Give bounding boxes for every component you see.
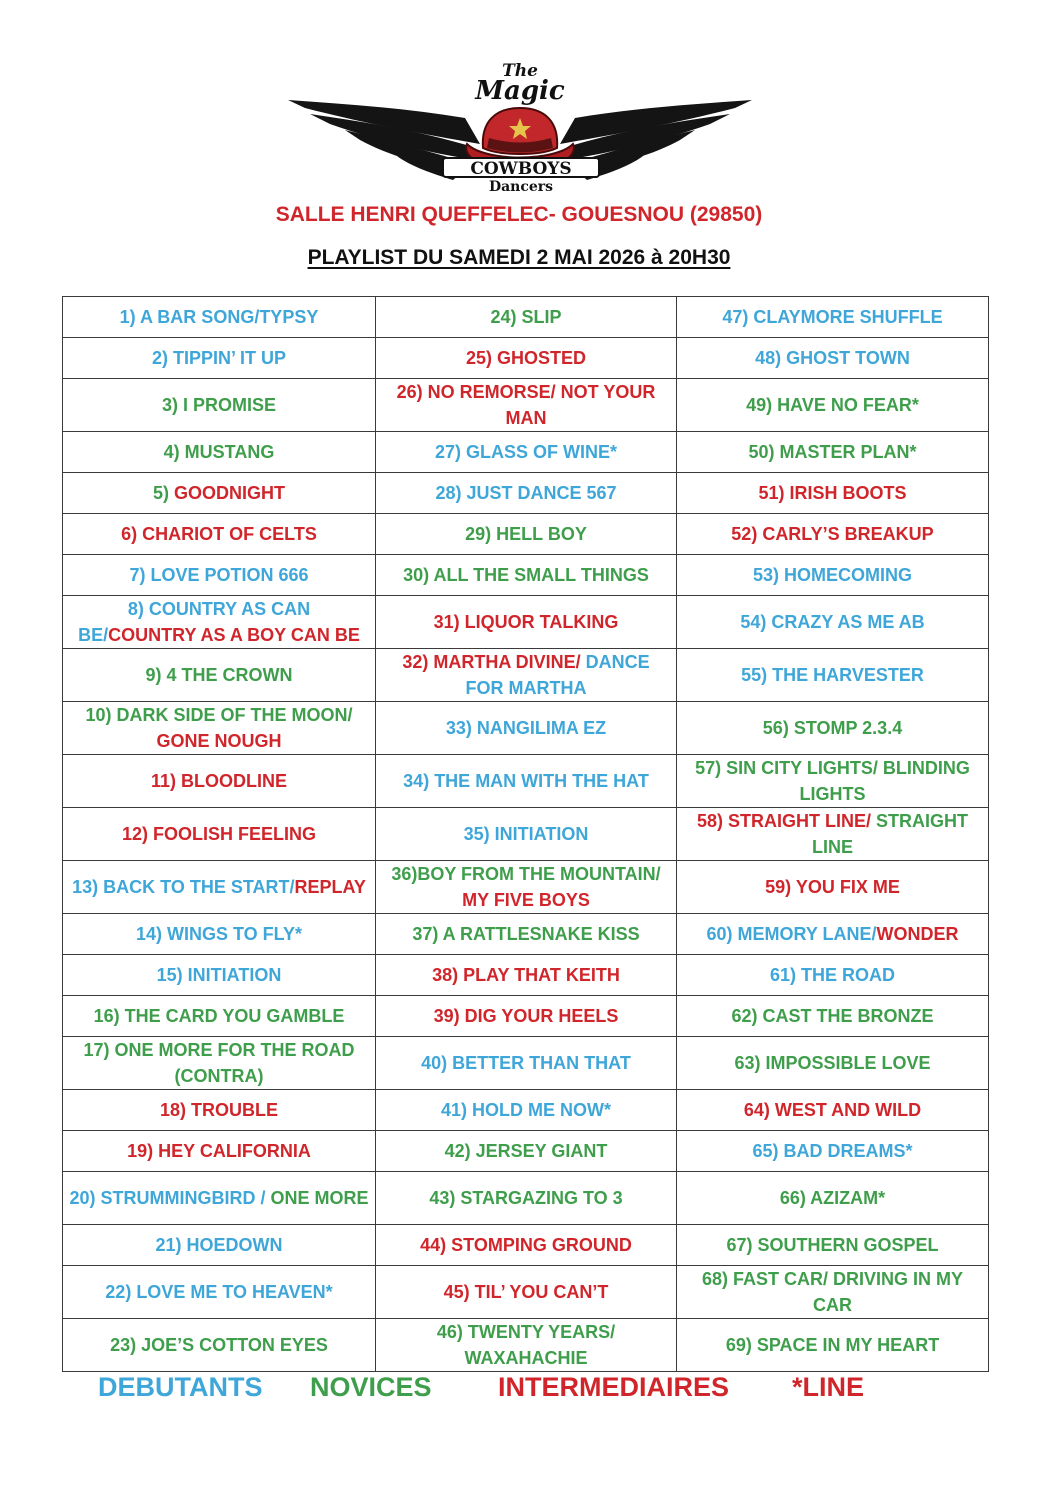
song-title: 24) SLIP	[490, 307, 562, 327]
table-row	[63, 473, 989, 514]
song-title: 28) JUST DANCE 567	[435, 483, 617, 503]
table-row	[63, 996, 989, 1037]
playlist-cell	[63, 914, 376, 955]
song-title: 20) STRUMMINGBIRD /	[69, 1188, 266, 1208]
playlist-cell	[376, 861, 677, 914]
song-title: 30) ALL THE SMALL THINGS	[403, 565, 649, 585]
svg-text:Magic: Magic	[475, 76, 565, 106]
song-title: 7) LOVE POTION 666	[129, 565, 309, 585]
playlist-cell	[376, 914, 677, 955]
playlist-cell	[63, 755, 376, 808]
playlist-cell	[63, 297, 376, 338]
playlist-title: PLAYLIST DU SAMEDI 2 MAI 2026 à 20H30	[307, 246, 731, 269]
song-title: 3) I PROMISE	[161, 395, 277, 415]
playlist-cell	[376, 338, 677, 379]
playlist-cell	[677, 1172, 989, 1225]
legend-intermediaires: INTERMEDIAIRES	[498, 1372, 730, 1402]
song-title: 48) GHOST TOWN	[755, 348, 910, 368]
song-title: 21) HOEDOWN	[155, 1235, 283, 1255]
song-title: 66) AZIZAM*	[779, 1188, 886, 1208]
playlist-cell	[376, 432, 677, 473]
playlist-cell	[376, 379, 677, 432]
song-title: GONE NOUGH	[156, 731, 282, 751]
playlist-cell	[376, 1172, 677, 1225]
song-title: 58) STRAIGHT LINE/	[696, 811, 871, 831]
song-title: MY FIVE BOYS	[462, 890, 590, 910]
playlist-cell	[376, 473, 677, 514]
playlist-cell	[376, 1037, 677, 1090]
playlist-cell	[677, 914, 989, 955]
song-title: 68) FAST CAR/ DRIVING IN MY CAR	[701, 1269, 964, 1315]
playlist-cell	[63, 861, 376, 914]
table-row	[63, 297, 989, 338]
table-row	[63, 955, 989, 996]
song-title: COUNTRY AS A BOY CAN BE	[108, 625, 360, 645]
song-title: REPLAY	[294, 877, 366, 897]
song-title: 64) WEST AND WILD	[743, 1100, 922, 1120]
song-title: 19) HEY CALIFORNIA	[127, 1141, 311, 1161]
song-title: 14) WINGS TO FLY*	[135, 924, 303, 944]
table-row	[63, 596, 989, 649]
playlist-cell	[376, 808, 677, 861]
song-title: 45) TIL’ YOU CAN’T	[443, 1282, 609, 1302]
song-title: 60) MEMORY LANE/	[706, 924, 877, 944]
playlist-cell	[63, 1131, 376, 1172]
playlist-cell	[677, 555, 989, 596]
song-title: 11) BLOODLINE	[150, 771, 288, 791]
playlist-cell	[677, 514, 989, 555]
song-title: 42) JERSEY GIANT	[444, 1141, 608, 1161]
playlist-cell	[376, 555, 677, 596]
playlist-cell	[677, 649, 989, 702]
playlist-cell	[677, 1225, 989, 1266]
song-title: 26) NO REMORSE/ NOT YOUR MAN	[396, 382, 656, 428]
song-title: 38) PLAY THAT KEITH	[432, 965, 620, 985]
playlist-cell	[63, 996, 376, 1037]
playlist-cell	[677, 1037, 989, 1090]
song-title: 31) LIQUOR TALKING	[433, 612, 619, 632]
song-title: 9) 4 THE CROWN	[145, 665, 293, 685]
song-title: 29) HELL BOY	[465, 524, 587, 544]
playlist-table	[62, 296, 989, 1372]
playlist-cell	[63, 555, 376, 596]
playlist-cell	[376, 1319, 677, 1372]
song-title: 18) TROUBLE	[159, 1100, 278, 1120]
playlist-cell	[63, 702, 376, 755]
svg-text:Dancers: Dancers	[488, 179, 554, 195]
playlist-cell	[677, 473, 989, 514]
playlist-cell	[63, 379, 376, 432]
table-row	[63, 649, 989, 702]
song-title: 15) INITIATION	[156, 965, 282, 985]
table-row	[63, 1172, 989, 1225]
svg-text:COWBOYS: COWBOYS	[470, 159, 572, 179]
song-title: 16) THE CARD YOU GAMBLE	[93, 1006, 345, 1026]
playlist-cell	[677, 702, 989, 755]
song-title: 67) SOUTHERN GOSPEL	[726, 1235, 939, 1255]
song-title: 62) CAST THE BRONZE	[731, 1006, 934, 1026]
playlist-cell	[376, 1131, 677, 1172]
song-title: 4) MUSTANG	[163, 442, 275, 462]
song-title: 63) IMPOSSIBLE LOVE	[734, 1053, 931, 1073]
table-row	[63, 338, 989, 379]
song-title: 13) BACK TO THE START/	[72, 877, 295, 897]
song-title: 46) TWENTY YEARS/ WAXAHACHIE	[436, 1322, 616, 1368]
playlist-cell	[63, 514, 376, 555]
song-title: 39) DIG YOUR HEELS	[433, 1006, 619, 1026]
song-title: 25) GHOSTED	[465, 348, 587, 368]
song-title: 69) SPACE IN MY HEART	[725, 1335, 940, 1355]
song-title: 1) A BAR SONG/TYPSY	[119, 307, 319, 327]
playlist-cell	[677, 808, 989, 861]
playlist-cell	[63, 338, 376, 379]
table-row	[63, 755, 989, 808]
song-title: 23) JOE’S COTTON EYES	[110, 1335, 328, 1355]
table-row	[63, 914, 989, 955]
playlist-cell	[376, 702, 677, 755]
playlist-cell	[376, 514, 677, 555]
playlist-cell	[63, 473, 376, 514]
playlist-cell	[63, 808, 376, 861]
svg-text:The: The	[502, 61, 538, 81]
magic-cowboys-logo	[285, 56, 755, 196]
song-title: 33) NANGILIMA EZ	[445, 718, 607, 738]
playlist-cell	[63, 432, 376, 473]
playlist-cell	[677, 596, 989, 649]
legend-debutants: DEBUTANTS	[98, 1372, 263, 1402]
song-title: STRAIGHT LINE	[811, 811, 968, 857]
table-row	[63, 1266, 989, 1319]
playlist-cell	[376, 1090, 677, 1131]
playlist-cell	[376, 1225, 677, 1266]
song-title: 37) A RATTLESNAKE KISS	[412, 924, 640, 944]
legend-line: *LINE	[792, 1372, 865, 1402]
song-title: GOODNIGHT	[169, 483, 285, 503]
table-row	[63, 379, 989, 432]
song-title: 6) CHARIOT OF CELTS	[121, 524, 317, 544]
playlist-cell	[677, 297, 989, 338]
song-title: 50) MASTER PLAN*	[748, 442, 917, 462]
song-title: 52) CARLY’S BREAKUP	[731, 524, 934, 544]
table-row	[63, 1225, 989, 1266]
table-row	[63, 861, 989, 914]
song-title: 36)BOY FROM THE MOUNTAIN/	[391, 864, 661, 884]
playlist-cell	[677, 1090, 989, 1131]
playlist-cell	[376, 297, 677, 338]
song-title: 17) ONE MORE FOR THE ROAD (CONTRA)	[83, 1040, 355, 1086]
playlist-cell	[376, 649, 677, 702]
song-title: 32) MARTHA DIVINE/	[402, 652, 581, 672]
song-title: ONE MORE	[265, 1188, 369, 1208]
song-title: 57) SIN CITY LIGHTS/ BLINDING LIGHTS	[695, 758, 970, 804]
table-row	[63, 1037, 989, 1090]
song-title: 35) INITIATION	[463, 824, 589, 844]
song-title: 27) GLASS OF WINE*	[434, 442, 618, 462]
playlist-cell	[677, 1131, 989, 1172]
playlist-cell	[63, 1037, 376, 1090]
table-row	[63, 514, 989, 555]
song-title: 12) FOOLISH FEELING	[121, 824, 317, 844]
song-title: 34) THE MAN WITH THE HAT	[403, 771, 649, 791]
legend-novices: NOVICES	[310, 1372, 432, 1402]
table-row	[63, 1090, 989, 1131]
playlist-cell	[63, 1090, 376, 1131]
playlist-cell	[63, 1266, 376, 1319]
playlist-cell	[63, 596, 376, 649]
song-title: 61) THE ROAD	[769, 965, 895, 985]
song-title: 5)	[152, 483, 169, 503]
song-title: 51) IRISH BOOTS	[758, 483, 907, 503]
playlist-cell	[376, 596, 677, 649]
playlist-cell	[677, 432, 989, 473]
table-row	[63, 702, 989, 755]
song-title: 55) THE HARVESTER	[741, 665, 924, 685]
playlist-cell	[677, 861, 989, 914]
table-row	[63, 1131, 989, 1172]
playlist-cell	[63, 1319, 376, 1372]
song-title: 49) HAVE NO FEAR*	[746, 395, 919, 415]
playlist-cell	[376, 1266, 677, 1319]
song-title: 56) STOMP 2.3.4	[762, 718, 903, 738]
playlist-cell	[677, 955, 989, 996]
playlist-cell	[677, 1266, 989, 1319]
playlist-cell	[677, 1319, 989, 1372]
table-row	[63, 808, 989, 861]
playlist-cell	[63, 649, 376, 702]
song-title: 22) LOVE ME TO HEAVEN*	[105, 1282, 333, 1302]
song-title: 65) BAD DREAMS*	[752, 1141, 913, 1161]
playlist-cell	[63, 1172, 376, 1225]
song-title: 53) HOMECOMING	[752, 565, 912, 585]
song-title: DANCE FOR MARTHA	[465, 652, 650, 698]
playlist-cell	[376, 955, 677, 996]
table-row	[63, 555, 989, 596]
song-title: WONDER	[876, 924, 959, 944]
playlist-cell	[63, 1225, 376, 1266]
table-row	[63, 1319, 989, 1372]
playlist-cell	[376, 755, 677, 808]
song-title: 43) STARGAZING TO 3	[429, 1188, 623, 1208]
table-row	[63, 432, 989, 473]
song-title: 8) COUNTRY AS CAN BE/	[78, 599, 311, 645]
song-title: 44) STOMPING GROUND	[420, 1235, 632, 1255]
song-title: 47) CLAYMORE SHUFFLE	[722, 307, 943, 327]
song-title: 59) YOU FIX ME	[765, 877, 900, 897]
song-title: 54) CRAZY AS ME AB	[740, 612, 925, 632]
song-title: 41) HOLD ME NOW*	[440, 1100, 611, 1120]
song-title: 10) DARK SIDE OF THE MOON/	[85, 705, 353, 725]
song-title: 40) BETTER THAN THAT	[421, 1053, 631, 1073]
song-title: 2) TIPPIN’ IT UP	[151, 348, 287, 368]
playlist-cell	[677, 379, 989, 432]
venue-title: SALLE HENRI QUEFFELEC- GOUESNOU (29850)	[275, 203, 763, 226]
playlist-cell	[677, 996, 989, 1037]
playlist-cell	[677, 338, 989, 379]
playlist-cell	[376, 996, 677, 1037]
playlist-cell	[63, 955, 376, 996]
playlist-cell	[677, 755, 989, 808]
